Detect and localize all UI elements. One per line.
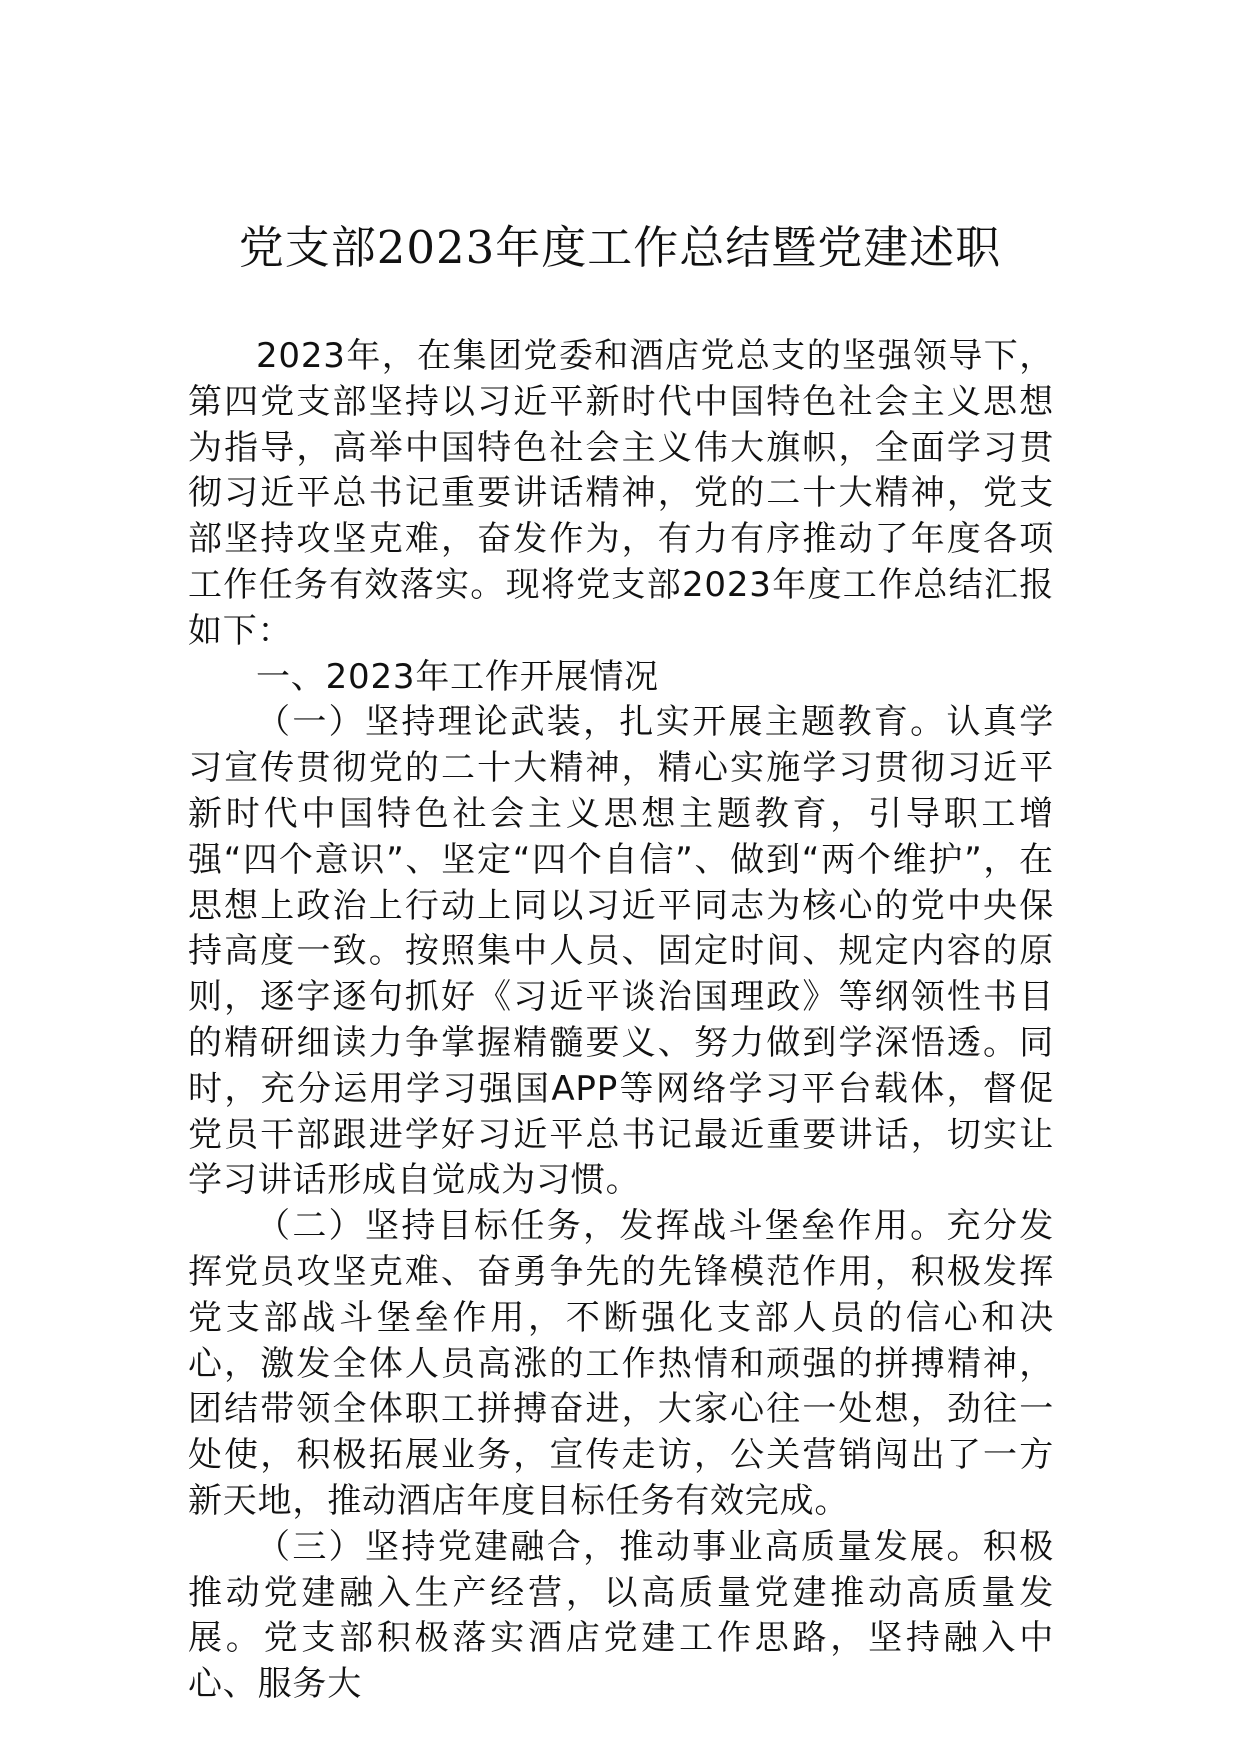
- section-heading-1: 一、2023年工作开展情况: [256, 656, 659, 697]
- intro-paragraph: 2023年，在集团党委和酒店党总支的坚强领导下，第四党支部坚持以习近平新时代中国特色社会主义思想为指导，高举中国特色社会主义伟大旗帜，全面学习贯彻习近平总书记重要讲话精神，党的二十大精神，党支部坚持攻坚克难，奋发作为，有力有序推动了年度各项工作任务有效落实。现将党支部2023年度工作总结汇报如下：: [188, 336, 1054, 651]
- subsection-paragraph-2: （二）坚持目标任务，发挥战斗堡垒作用。充分发挥党员攻坚克难、奋勇争先的先锋模范作用，积极发挥党支部战斗堡垒作用，不断强化支部人员的信心和决心，激发全体人员高涨的工作热情和顽强的拼搏精神，团结带领全体职工拼搏奋进，大家心往一处想，劲往一处使，积极拓展业务，宣传走访，公关营销闯出了一方新天地，推动酒店年度目标任务有效完成。: [188, 1206, 1054, 1521]
- subsection-paragraph-3: （三）坚持党建融合，推动事业高质量发展。积极推动党建融入生产经营，以高质量党建推动高质量发展。党支部积极落实酒店党建工作思路，坚持融入中心、服务大: [188, 1526, 1054, 1705]
- document-body: [188, 334, 1054, 1708]
- document-title: 党支部2023年度工作总结暨党建述职: [238, 221, 1002, 274]
- subsection-paragraph-1: （一）坚持理论武装，扎实开展主题教育。认真学习宣传贯彻党的二十大精神，精心实施学习贯彻习近平新时代中国特色社会主义思想主题教育，引导职工增强“四个意识”、坚定“四个自信”、做到“两个维护”，在思想上政治上行动上同以习近平同志为核心的党中央保持高度一致。按照集中人员、固定时间、规定内容的原则，逐字逐句抓好《习近平谈治国理政》等纲领性书目的精研细读力争掌握精髓要义、努力做到学深悟透。同时，充分运用学习强国APP等网络学习平台载体，督促党员干部跟进学好习近平总书记最近重要讲话，切实让学习讲话形成自觉成为习惯。: [188, 702, 1054, 1201]
